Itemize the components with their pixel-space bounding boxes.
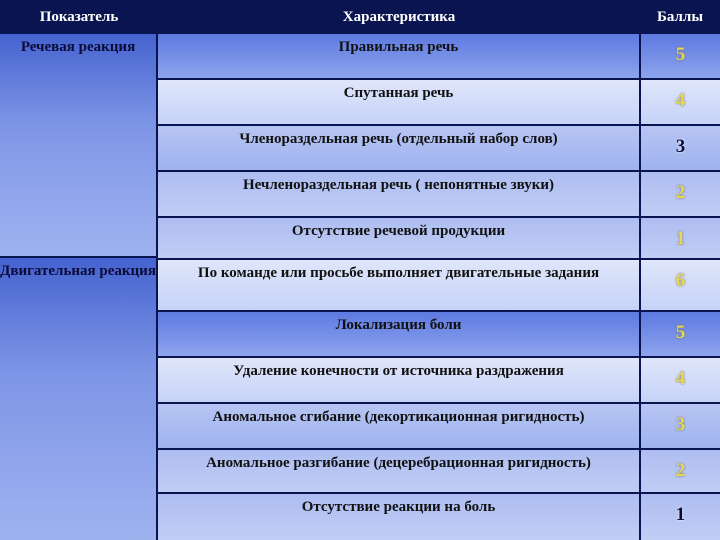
table-row	[158, 126, 720, 170]
score-cell: 2	[641, 450, 720, 492]
score-cell: 2	[641, 172, 720, 216]
table-row	[158, 494, 720, 540]
score-cell: 3	[641, 126, 720, 170]
score-cell: 1	[641, 494, 720, 540]
characteristic-cell: По команде или просьбе выполняет двигательные задания	[158, 260, 639, 310]
table-header	[0, 0, 720, 34]
score-cell: 4	[641, 80, 720, 124]
score-cell: 5	[641, 34, 720, 78]
table-row	[158, 218, 720, 258]
group-motor-response: Двигательная реакция	[0, 258, 156, 540]
table-row	[158, 80, 720, 124]
characteristic-cell: Нечленораздельная речь ( непонятные звуки)	[158, 172, 639, 216]
characteristic-cell: Отсутствие речевой продукции	[158, 218, 639, 258]
table-row	[158, 404, 720, 448]
score-cell: 6	[641, 260, 720, 310]
score-cell: 4	[641, 358, 720, 402]
characteristic-cell: Аномальное разгибание (децеребрационная ригидность)	[158, 450, 639, 492]
characteristic-cell: Удаление конечности от источника раздражения	[158, 358, 639, 402]
table-row	[158, 312, 720, 356]
characteristic-cell: Отсутствие реакции на боль	[158, 494, 639, 540]
header-score: Баллы	[656, 9, 704, 25]
header-indicator: Показатель	[39, 9, 119, 25]
table-row	[158, 358, 720, 402]
characteristic-cell: Локализация боли	[158, 312, 639, 356]
table-row	[158, 450, 720, 492]
score-cell: 3	[641, 404, 720, 448]
characteristic-cell: Спутанная речь	[158, 80, 639, 124]
table-row	[158, 172, 720, 216]
table-row	[158, 34, 720, 78]
group-speech-response: Речевая реакция	[0, 34, 156, 256]
table-row	[158, 260, 720, 310]
header-characteristic: Характеристика	[342, 9, 456, 25]
score-cell: 5	[641, 312, 720, 356]
characteristic-cell: Аномальное сгибание (декортикационная ригидность)	[158, 404, 639, 448]
score-cell: 1	[641, 218, 720, 258]
characteristic-cell: Правильная речь	[158, 34, 639, 78]
characteristic-cell: Членораздельная речь (отдельный набор слов)	[158, 126, 639, 170]
